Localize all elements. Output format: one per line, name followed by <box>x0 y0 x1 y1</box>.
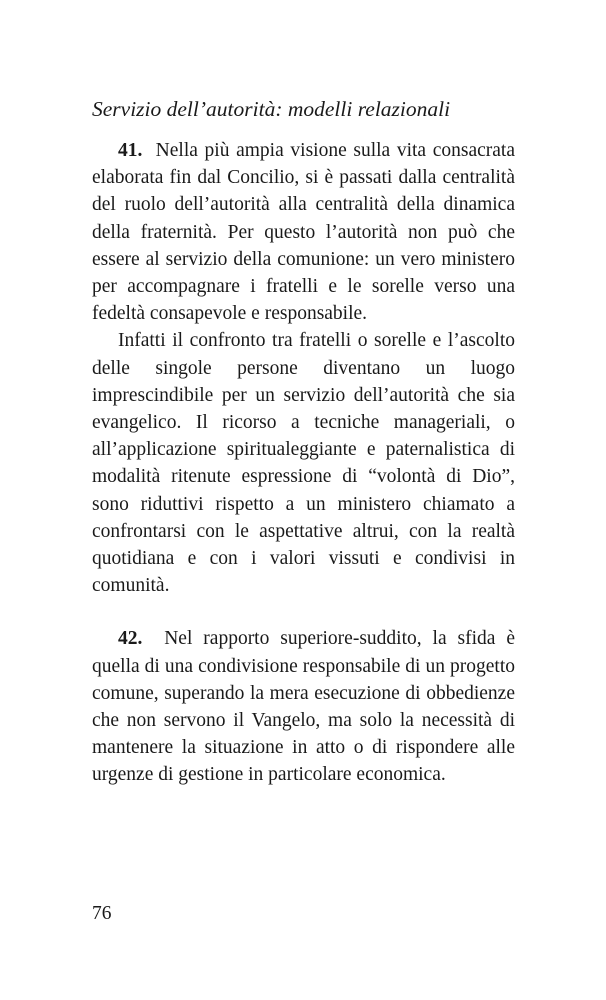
page-body <box>92 96 515 789</box>
paragraph-text: Infatti il confronto tra fratelli o sorelle e l’ascolto delle singole persone diventano un luogo imprescindibile per un servizio dell’autorità che sia evangelico. Il ricorso a tecniche manageriali, o all’applicazione spiritualeggiante e paternalistica di modalità ritenute espressione di “volontà di Dio”, sono riduttivi rispetto a un ministero chiamato a confrontarsi con le aspettative altrui, con la realtà quotidiana e con i valori vissuti e condivisi in comunità. <box>92 330 515 597</box>
paragraph-number: 41. <box>118 140 143 161</box>
paragraph-42 <box>92 625 515 788</box>
paragraph-gap <box>92 599 515 625</box>
section-title: Servizio dell’autorità: modelli relazionali <box>92 97 451 121</box>
paragraph-number: 42. <box>118 628 143 650</box>
paragraph-text: Nel rapporto superiore-suddito, la sfida è quella di una condivisione responsabile di un progetto comune, superando la mera esecuzione di obbedienze che non servono il Vangelo, ma solo la necessità di mantenere la situazione in atto o di rispondere alle urgenze di gestione in particolare economica. <box>92 628 516 786</box>
paragraph-text: Nella più ampia visione sulla vita consacrata elaborata fin dal Concilio, si è passati dalla centralità del ruolo dell’autorità alla centralità della dinamica della fraternità. Per questo l’autorità non può che essere al servizio della comunione: un vero ministero per accompagnare i fratelli e le sorelle verso una fedeltà consapevole e responsabile. <box>92 140 516 325</box>
page-number: 76 <box>92 903 112 924</box>
paragraph-41-continued <box>92 327 515 599</box>
paragraph-41 <box>92 137 515 327</box>
